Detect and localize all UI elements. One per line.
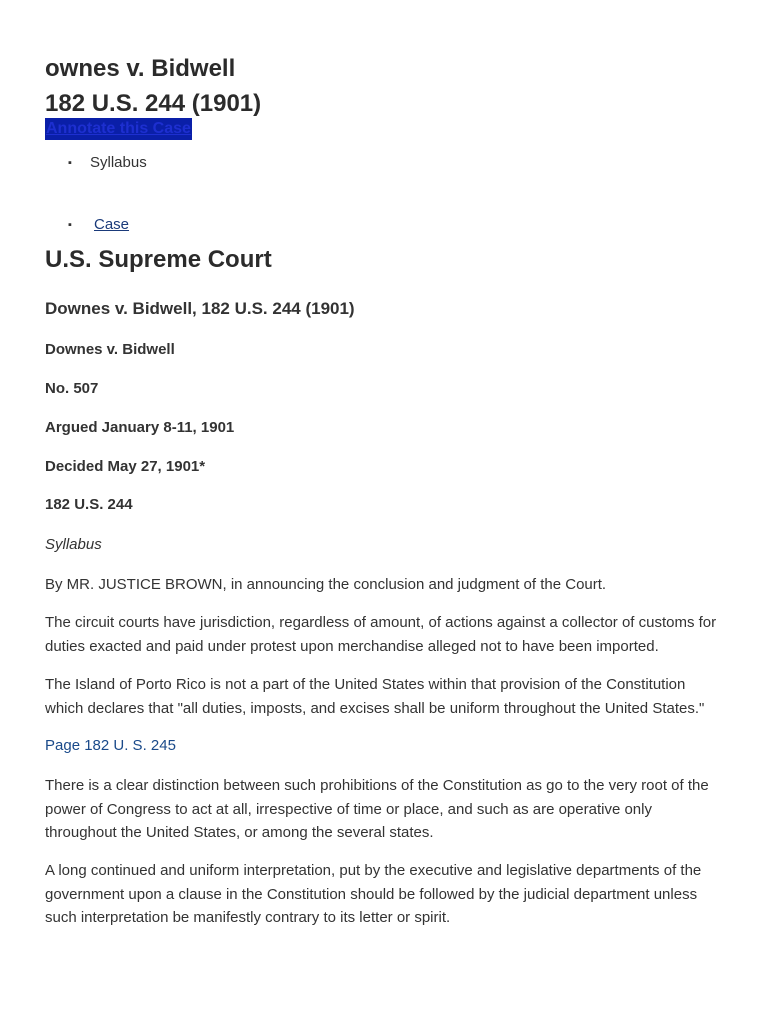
reporter-citation: 182 U.S. 244 <box>45 496 133 513</box>
case-heading: Downes v. Bidwell, 182 U.S. 244 (1901) <box>45 299 355 318</box>
syllabus-paragraph: The Island of Porto Rico is not a part of the United States within that provision of the Constitution which declares that "all duties, imposts, and excises shall be uniform throughout the United States." <box>45 676 705 717</box>
court-name: U.S. Supreme Court <box>45 246 272 273</box>
tab-case-link[interactable]: Case <box>94 216 130 233</box>
case-name: ownes v. Bidwell <box>45 55 236 82</box>
case-title <box>45 51 261 121</box>
case-number: No. 507 <box>45 380 99 397</box>
tab-syllabus-label: Syllabus <box>90 154 147 171</box>
square-bullet-icon: ▪ <box>68 219 72 231</box>
syllabus-paragraph: A long continued and uniform interpretation, put by the executive and legislative departments of the government upon a clause in the Constitution should be followed by the judicial department unless such interpretation be manifestly contrary to its letter or spirit. <box>45 862 702 926</box>
square-bullet-icon: ▪ <box>68 157 72 169</box>
page-reference: Page 182 U. S. 245 <box>45 737 176 754</box>
argued-date: Argued January 8-11, 1901 <box>45 419 235 436</box>
case-parties: Downes v. Bidwell <box>45 341 175 358</box>
syllabus-label: Syllabus <box>45 536 102 553</box>
decided-date: Decided May 27, 1901* <box>45 458 206 475</box>
syllabus-paragraph: By MR. JUSTICE BROWN, in announcing the conclusion and judgment of the Court. <box>45 576 607 593</box>
syllabus-paragraph: The circuit courts have jurisdiction, regardless of amount, of actions against a collector of customs for duties exacted and paid under protest upon merchandise alleged not to have been imported. <box>45 614 717 655</box>
annotate-case-link[interactable]: Annotate this Case <box>45 118 192 140</box>
syllabus-paragraph: There is a clear distinction between such prohibitions of the Constitution as go to the very root of the power of Congress to act at all, irrespective of time or place, and such as are operative only throughout the United States, or among the several states. <box>45 777 709 841</box>
case-citation: 182 U.S. 244 (1901) <box>45 90 262 117</box>
